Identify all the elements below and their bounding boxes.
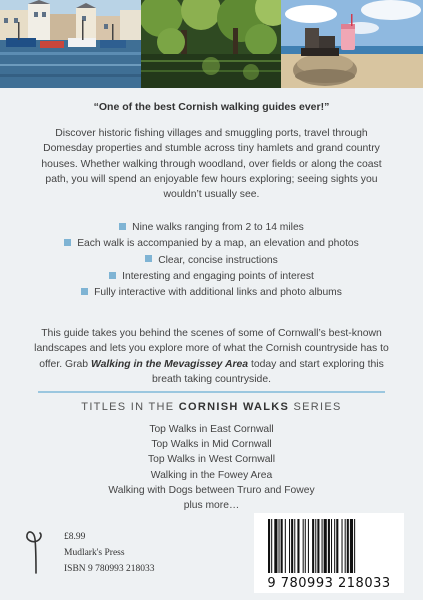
list-item — [0, 253, 423, 269]
outro-after: today and start exploring this breath taking countryside. — [152, 358, 384, 385]
price: £8.99 — [64, 532, 86, 542]
feature-text: Interesting and engaging points of interest — [122, 270, 314, 282]
isbn-text: ISBN 9 780993 218033 — [64, 564, 155, 574]
series-heading — [0, 401, 423, 413]
list-item — [0, 220, 423, 236]
feature-list — [0, 220, 423, 301]
barcode-digits: 9 780993 218033 — [267, 576, 391, 591]
list-item — [0, 236, 423, 252]
series-name: CORNISH WALKS — [178, 401, 290, 413]
series-title-list — [0, 422, 423, 513]
list-item: Top Walks in Mid Cornwall — [151, 439, 272, 451]
cover-photo-strip — [0, 0, 423, 88]
list-item — [0, 269, 423, 285]
list-item: plus more… — [183, 500, 240, 512]
square-bullet-icon — [145, 255, 152, 262]
list-item: Walking in the Fowey Area — [150, 469, 273, 481]
intro-paragraph: Discover historic fishing villages and smuggling ports, travel through Domesday properties and stumble across tiny hamlets and grand country houses. Whether walking through woodland, over fields or along the coast path, you will spend an enjoyable few hours exploring; seeing sights you wouldn’t usually see. — [41, 128, 382, 201]
list-item — [0, 285, 423, 301]
feature-text: Clear, concise instructions — [158, 254, 278, 266]
barcode — [254, 513, 404, 593]
list-item: Top Walks in East Cornwall — [149, 424, 274, 435]
series-suffix: SERIES — [289, 401, 342, 413]
publisher-name: Mudlark's Press — [64, 548, 125, 558]
list-item: Top Walks in West Cornwall — [147, 454, 276, 466]
barcode-bars-icon — [254, 513, 404, 577]
feature-text: Fully interactive with additional links and photo albums — [94, 287, 342, 299]
outro-before: This guide takes you behind the scenes of some of Cornwall’s best-known landscapes and lets you explore more of what the Cornish countryside has to offer. Grab — [34, 328, 389, 370]
feature-text: Nine walks ranging from 2 to 14 miles — [132, 222, 304, 233]
woodland-photo — [141, 0, 281, 88]
feature-text: Each walk is accompanied by a map, an elevation and photos — [77, 238, 359, 250]
outro-paragraph — [34, 326, 389, 387]
list-item: Walking with Dogs between Truro and Fowey — [108, 484, 315, 496]
square-bullet-icon — [109, 272, 116, 279]
publisher-logo-icon — [24, 527, 46, 575]
series-prefix: TITLES IN THE — [81, 401, 179, 413]
review-quote: “One of the best Cornish walking guides ever!” — [93, 101, 330, 113]
divider — [38, 391, 385, 393]
beach-photo — [281, 0, 423, 88]
harbour-photo — [0, 0, 141, 88]
imprint-block — [64, 529, 155, 577]
square-bullet-icon — [81, 288, 88, 295]
square-bullet-icon — [64, 239, 71, 246]
book-title: Walking in the Mevagissey Area — [90, 358, 249, 370]
square-bullet-icon — [119, 223, 126, 230]
